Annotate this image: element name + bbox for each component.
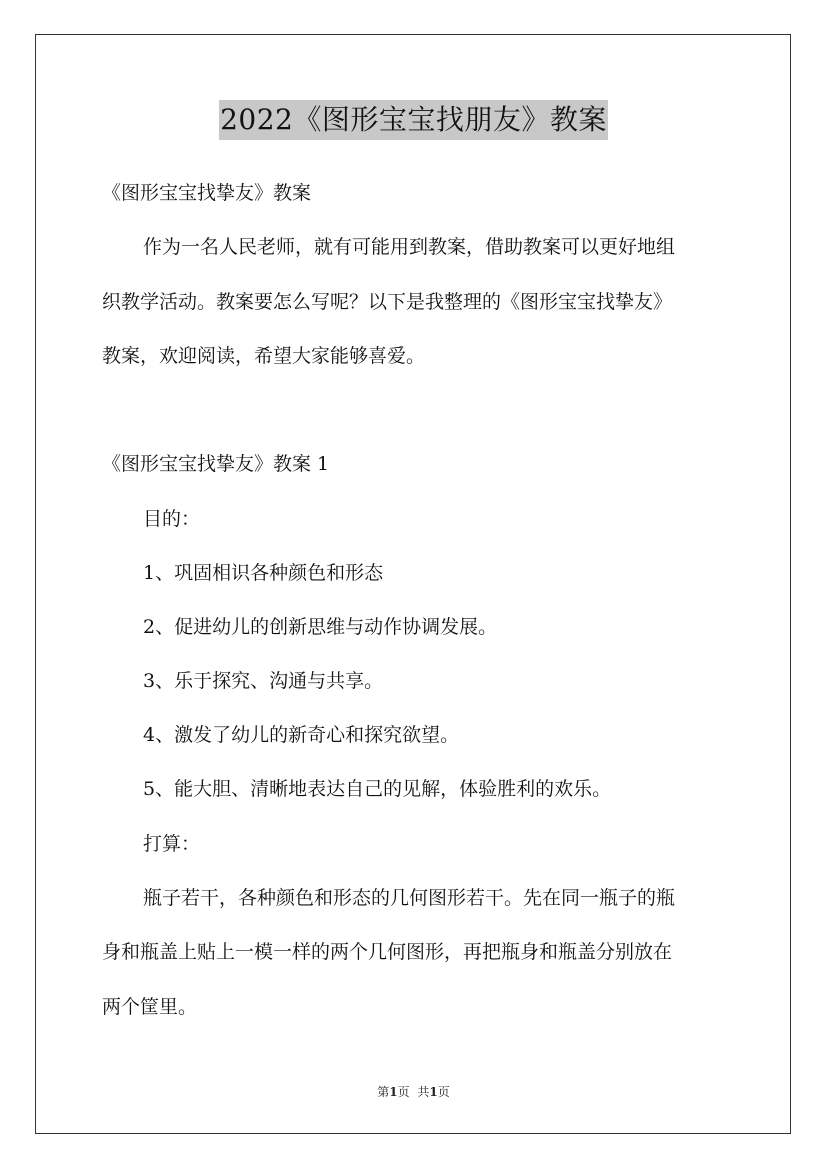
section-heading: 《图形宝宝找挚友》教案 1 [102,453,330,475]
list-item: 5、能大胆、清晰地表达自己的见解，体验胜利的欢乐。 [143,778,612,800]
page-number: 1 [389,1085,398,1099]
section-heading: 《图形宝宝找挚友》教案 [102,182,312,204]
paragraph-line: 织教学活动。教案要怎么写呢？以下是我整理的《图形宝宝找挚友》 [102,291,673,313]
paragraph-line: 瓶子若干，各种颜色和形态的几何图形若干。先在同一瓶子的瓶 [143,887,676,909]
total-prefix: 共 [417,1085,430,1099]
total-suffix: 页 [437,1085,450,1099]
paragraph-line: 身和瓶盖上贴上一模一样的两个几何图形，再把瓶身和瓶盖分别放在 [102,941,673,963]
page-prefix: 第 [377,1085,390,1099]
list-item: 2、促进幼儿的创新思维与动作协调发展。 [143,616,498,638]
paragraph-line: 两个筐里。 [102,996,198,1018]
title-container [0,100,827,140]
paragraph-line: 目的： [143,508,201,530]
page-suffix: 页 [397,1085,410,1099]
document-title: 2022《图形宝宝找朋友》教案 [219,100,608,140]
paragraph-line: 打算： [143,833,201,855]
paragraph-line: 作为一名人民老师，就有可能用到教案，借助教案可以更好地组 [143,236,676,258]
list-item: 1、巩固相识各种颜色和形态 [143,562,384,584]
total-pages: 1 [429,1085,438,1099]
list-item: 4、激发了幼儿的新奇心和探究欲望。 [143,724,460,746]
paragraph-line: 教案，欢迎阅读，希望大家能够喜爱。 [102,345,426,367]
list-item: 3、乐于探究、沟通与共享。 [143,670,384,692]
page-footer [0,1084,827,1100]
